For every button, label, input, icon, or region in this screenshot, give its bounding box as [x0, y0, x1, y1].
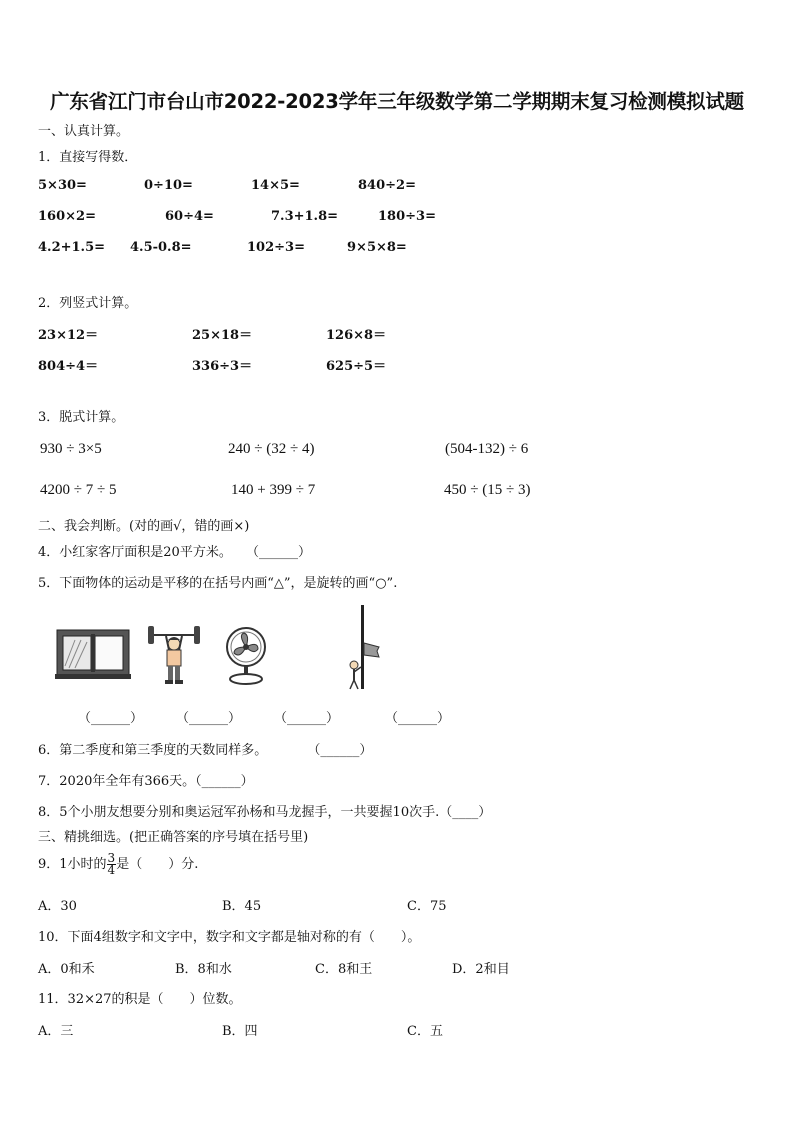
option-c[interactable]: C．五: [407, 1024, 443, 1039]
calc-item: 336÷3＝: [192, 359, 253, 374]
page-title: 广东省江门市台山市2022-2023学年三年级数学第二学期期末复习检测模拟试题: [50, 90, 744, 113]
calc-item: 625÷5＝: [326, 359, 387, 374]
section-3-heading: 三、精挑细选。(把正确答案的序号填在括号里): [38, 830, 309, 845]
electric-fan-icon: [224, 625, 268, 685]
calc-item: 60÷4=: [165, 209, 214, 224]
expression-item: 240 ÷ (32 ÷ 4): [228, 441, 315, 457]
option-c[interactable]: C．75: [407, 899, 447, 914]
section-1-heading: 一、认真计算。: [38, 124, 130, 139]
weightlifter-icon: [144, 620, 204, 686]
option-a[interactable]: A．三: [38, 1024, 74, 1039]
fraction-denominator: 4: [107, 863, 116, 877]
calc-item: 25×18＝: [192, 328, 253, 343]
option-c[interactable]: C．8和王: [315, 962, 373, 977]
calc-item: 23×12＝: [38, 328, 99, 343]
calc-item: 160×2=: [38, 209, 96, 224]
calc-item: 7.3+1.8=: [271, 209, 339, 224]
expression-item: 4200 ÷ 7 ÷ 5: [40, 482, 117, 498]
question-text: 4．小红家客厅面积是20平方米。: [38, 545, 232, 560]
section-2-heading: 二、我会判断。(对的画√，错的画×): [38, 519, 250, 534]
question-10: 10．下面4组数字和文字中，数字和文字都是轴对称的有（ ）。: [38, 930, 421, 945]
question-text: 9．1小时的: [38, 857, 107, 872]
question-2-label: 2．列竖式计算。: [38, 296, 138, 311]
calc-item: 126×8＝: [326, 328, 387, 343]
expression-item: 140 + 399 ÷ 7: [231, 482, 316, 498]
question-text: 是（ ）分.: [116, 857, 199, 872]
answer-blank[interactable]: （______）: [176, 711, 242, 726]
fraction: [107, 853, 117, 876]
option-a[interactable]: A．0和禾: [38, 962, 95, 977]
expression-item: 930 ÷ 3×5: [40, 441, 102, 457]
calc-item: 102÷3=: [247, 240, 305, 255]
calc-item: 14×5=: [251, 178, 300, 193]
calc-item: 9×5×8=: [347, 240, 407, 255]
answer-blank[interactable]: （______）: [274, 711, 340, 726]
answer-blank[interactable]: （______）: [307, 743, 373, 758]
option-b[interactable]: B．45: [222, 899, 262, 914]
calc-item: 804÷4＝: [38, 359, 99, 374]
answer-blank[interactable]: （______）: [78, 711, 144, 726]
calc-item: 180÷3=: [378, 209, 436, 224]
calc-item: 4.2+1.5=: [38, 240, 106, 255]
option-d[interactable]: D．2和目: [452, 962, 510, 977]
calc-item: 840÷2=: [358, 178, 416, 193]
question-7: 7．2020年全年有366天。（______）: [38, 774, 254, 789]
option-a[interactable]: A．30: [38, 899, 77, 914]
answer-blank[interactable]: （______）: [245, 545, 311, 560]
question-1-label: 1．直接写得数．: [38, 150, 138, 165]
calc-item: 4.5-0.8=: [130, 240, 192, 255]
calc-item: 5×30=: [38, 178, 87, 193]
question-text: 6．第二季度和第三季度的天数同样多。: [38, 743, 268, 758]
window-icon: [55, 628, 131, 680]
expression-item: (504-132) ÷ 6: [445, 441, 529, 457]
fraction-numerator: 3: [107, 851, 116, 865]
question-11: 11．32×27的积是（ ）位数。: [38, 992, 242, 1007]
option-b[interactable]: B．8和水: [175, 962, 232, 977]
option-b[interactable]: B．四: [222, 1024, 258, 1039]
question-9: [38, 853, 198, 876]
question-3-label: 3．脱式计算。: [38, 410, 125, 425]
calc-item: 0÷10=: [144, 178, 193, 193]
question-5: 5．下面物体的运动是平移的在括号内画“△”，是旋转的画“○”.: [38, 576, 398, 591]
question-6: [38, 739, 372, 758]
question-8: 8．5个小朋友想要分别和奥运冠军孙杨和马龙握手，一共要握10次手.（____）: [38, 805, 492, 820]
expression-item: 450 ÷ (15 ÷ 3): [444, 482, 531, 498]
answer-blank[interactable]: （______）: [385, 711, 451, 726]
question-4: [38, 541, 311, 560]
flag-raising-icon: [343, 603, 383, 691]
